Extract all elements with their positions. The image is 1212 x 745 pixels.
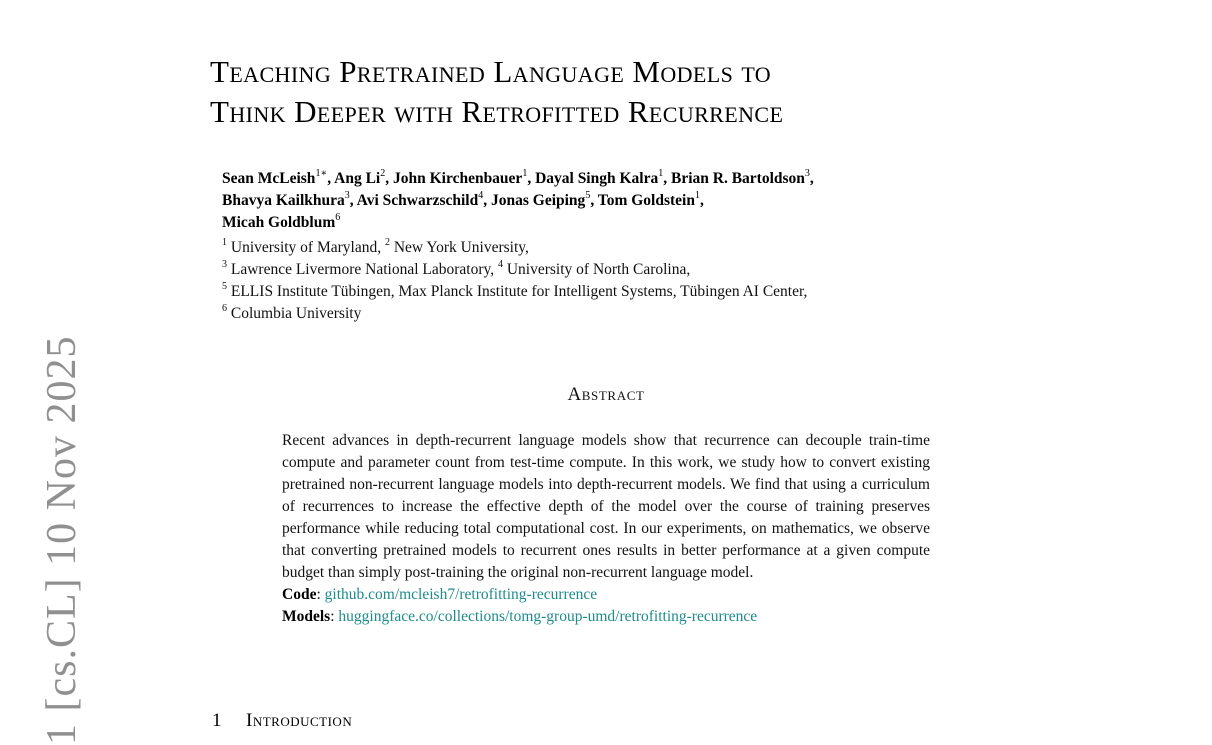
author-separator: , <box>327 170 335 187</box>
author-separator: , <box>699 192 704 209</box>
section-title: Introduction <box>246 710 353 731</box>
affiliation-text: Columbia University <box>230 305 362 322</box>
author-name: Ang Li <box>334 170 381 187</box>
author-name: Jonas Geiping <box>490 192 586 209</box>
paper-title <box>210 52 1010 132</box>
author-affiliation-mark: 3 <box>804 167 810 179</box>
author-name: Avi Schwarzschild <box>356 192 479 209</box>
code-link[interactable]: github.com/mcleish7/retrofitting-recurrence <box>324 586 598 603</box>
affiliation-line <box>222 259 1022 281</box>
code-label: Code <box>282 586 317 603</box>
author-name: Micah Goldblum <box>222 214 336 231</box>
author-list <box>222 168 1022 234</box>
author-affiliation-mark: 1 <box>694 189 700 201</box>
author-affiliation-mark: 1∗ <box>315 167 328 179</box>
author-name: Brian R. Bartoldson <box>670 170 805 187</box>
author-affiliation-mark: 6 <box>335 211 341 223</box>
affiliation-mark: 5 <box>222 280 227 292</box>
affiliation-text: ELLIS Institute Tübingen, Max Planck Institute for Intelligent Systems, Tübingen AI Center, <box>230 283 808 300</box>
author-name: Sean McLeish <box>222 170 316 187</box>
affiliation-mark: 6 <box>222 302 227 314</box>
author-separator: , <box>809 170 814 187</box>
affiliation-line <box>222 281 1022 303</box>
abstract-block <box>282 430 930 628</box>
author-separator: , <box>663 170 671 187</box>
models-label: Models <box>282 608 331 625</box>
code-link-line: Code: github.com/mcleish7/retrofitting-recurrence <box>282 586 598 603</box>
author-separator: , <box>527 170 536 187</box>
affiliation-text: University of North Carolina, <box>506 261 691 278</box>
affiliation-list <box>222 237 1022 325</box>
author-name: Bhavya Kailkhura <box>222 192 345 209</box>
arxiv-identifier-sidebar <box>8 0 85 745</box>
author-line-1 <box>222 168 1022 190</box>
author-separator: , <box>349 192 357 209</box>
title-line-1: Teaching Pretrained Language Models to <box>210 54 772 89</box>
author-separator: , <box>385 170 393 187</box>
author-name: Tom Goldstein <box>597 192 695 209</box>
author-affiliation-mark: 1 <box>522 167 528 179</box>
affiliation-text: New York University, <box>393 239 529 256</box>
affiliation-line <box>222 303 1022 325</box>
abstract-text: Recent advances in depth-recurrent language models show that recurrence can decouple train-time compute and parameter count from test-time compute. In this work, we study how to convert existing pretrained non-recurrent language models into depth-recurrent models. We find that using a curriculum of recurrences to increase the effective depth of the model over the course of training preserves performance while reducing total computational cost. In our experiments, on mathematics, we observe that converting pretrained models to recurrent ones results in better performance at a given compute budget than simply post-training the original non-recurrent language model. <box>282 432 930 581</box>
models-link[interactable]: huggingface.co/collections/tomg-group-umd/retrofitting-recurrence <box>338 608 758 625</box>
section-number: 1 <box>212 710 222 731</box>
author-separator: , <box>590 192 598 209</box>
author-affiliation-mark: 2 <box>380 167 386 179</box>
author-affiliation-mark: 3 <box>344 189 350 201</box>
author-separator: , <box>483 192 491 209</box>
affiliation-mark: 4 <box>497 258 503 270</box>
author-line-3 <box>222 212 1022 234</box>
abstract-heading: Abstract <box>567 384 645 405</box>
author-affiliation-mark: 1 <box>658 167 664 179</box>
author-name: Dayal Singh Kalra <box>535 170 659 187</box>
affiliation-text: University of Maryland, <box>230 239 385 256</box>
models-link-line: Models: huggingface.co/collections/tomg-group-umd/retrofitting-recurrence <box>282 608 758 625</box>
author-affiliation-mark: 5 <box>585 189 591 201</box>
section-heading-introduction <box>212 710 352 732</box>
author-affiliation-mark: 4 <box>478 189 484 201</box>
author-name: John Kirchenbauer <box>392 170 523 187</box>
author-line-2 <box>222 190 1022 212</box>
affiliation-mark: 3 <box>222 258 227 270</box>
affiliation-mark: 1 <box>222 236 227 248</box>
affiliation-line <box>222 237 1022 259</box>
arxiv-identifier-text: 1 [cs.CL] 10 Nov 2025 <box>39 335 85 745</box>
affiliation-mark: 2 <box>384 236 390 248</box>
affiliation-text: Lawrence Livermore National Laboratory, <box>230 261 498 278</box>
title-line-2: Think Deeper with Retrofitted Recurrence <box>210 94 784 129</box>
